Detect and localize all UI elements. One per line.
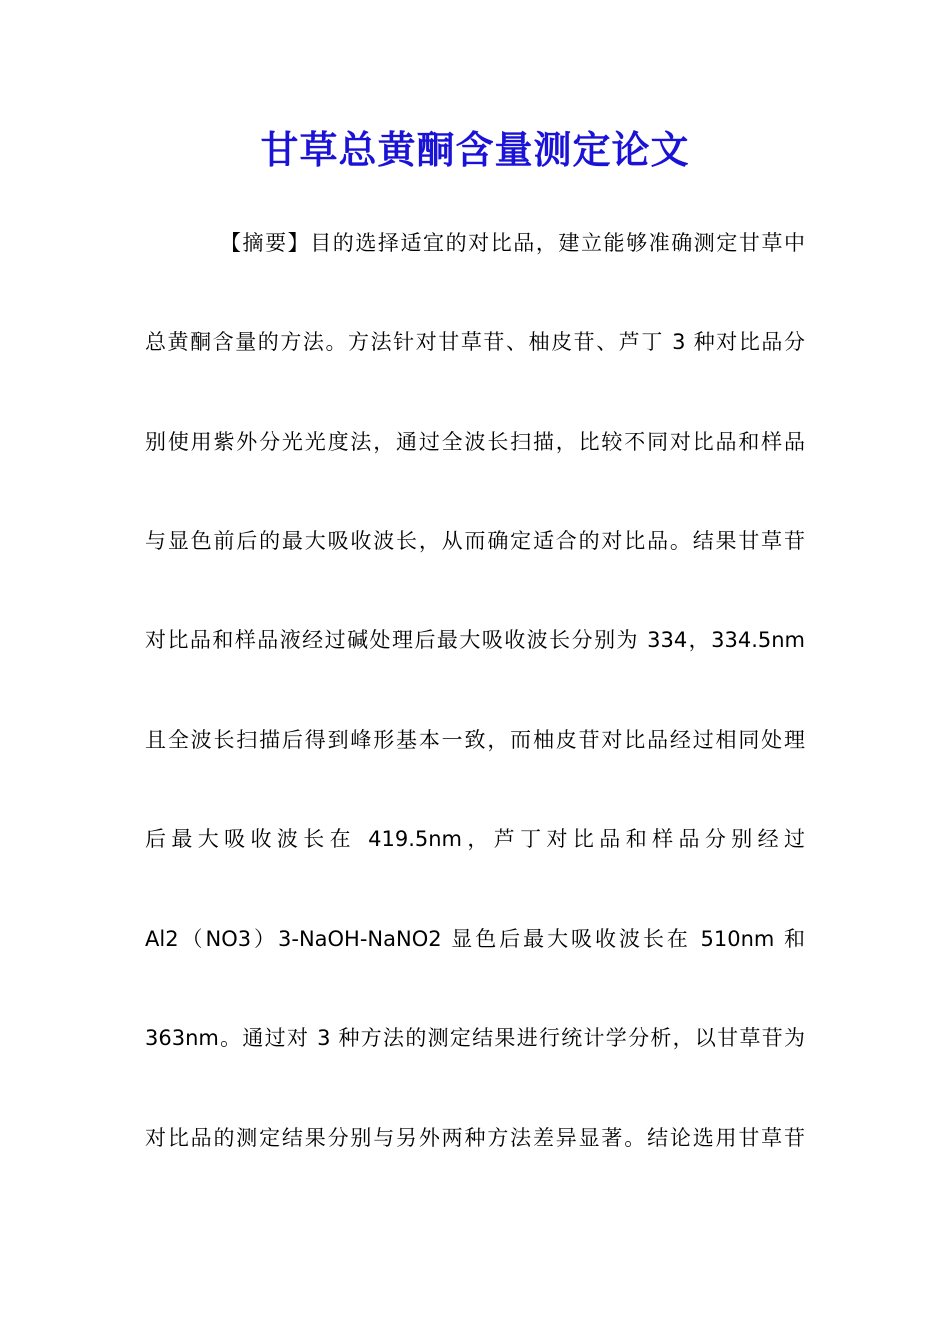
- abstract-line-8: Al2（NO3）3-NaOH-NaNO2 显色后最大吸收波长在 510nm 和: [145, 927, 805, 951]
- abstract-line-1: 【摘要】目的选择适宜的对比品，建立能够准确测定甘草中: [220, 231, 805, 255]
- abstract-line-2: 总黄酮含量的方法。方法针对甘草苷、柚皮苷、芦丁 3 种对比品分: [145, 330, 805, 354]
- abstract-line-9: 363nm。通过对 3 种方法的测定结果进行统计学分析，以甘草苷为: [145, 1026, 805, 1050]
- document-title: 甘草总黄酮含量测定论文: [260, 127, 690, 172]
- abstract-line-7: 后最大吸收波长在 419.5nm，芦丁对比品和样品分别经过: [145, 827, 805, 851]
- abstract-line-5: 对比品和样品液经过碱处理后最大吸收波长分别为 334，334.5nm: [145, 628, 805, 652]
- abstract-line-3: 别使用紫外分光光度法，通过全波长扫描，比较不同对比品和样品: [145, 430, 805, 454]
- abstract-line-6: 且全波长扫描后得到峰形基本一致，而柚皮苷对比品经过相同处理: [145, 728, 805, 752]
- abstract-line-10: 对比品的测定结果分别与另外两种方法差异显著。结论选用甘草苷: [145, 1126, 805, 1150]
- abstract-line-4: 与显色前后的最大吸收波长，从而确定适合的对比品。结果甘草苷: [145, 529, 805, 553]
